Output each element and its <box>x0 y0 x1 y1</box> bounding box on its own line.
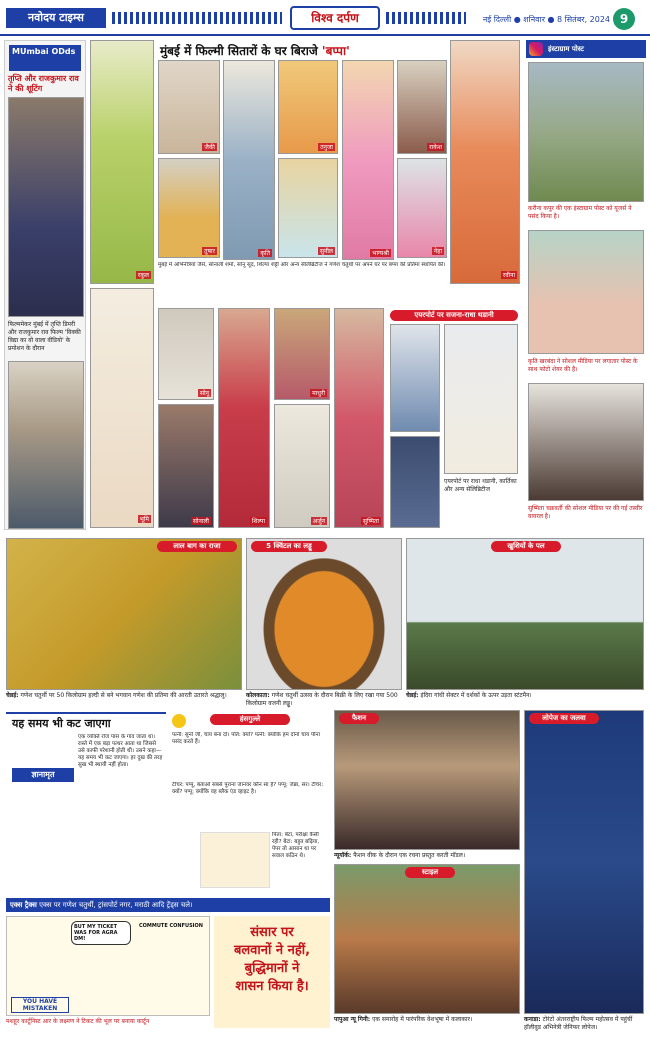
name-tag-sonu: सोनू <box>200 390 209 397</box>
quote-line-1: संसार पर <box>250 925 294 940</box>
header-stripe-left <box>112 12 282 24</box>
photo-kriti <box>223 60 275 260</box>
joy-label: खुशियों के पल <box>491 541 561 552</box>
photo-rajkummar <box>8 361 84 529</box>
mumbai-headline: तृप्ति और राजकुमार राव ने की शूटिंग <box>8 74 79 93</box>
laddu-caption-text: गणेश चतुर्थी उत्सव के दौरान बिक्री के लिए रखा गया 500 किलोग्राम वजनी लड्डू। <box>246 692 398 707</box>
name-tag-neha: नेहा <box>433 248 442 255</box>
joy-caption-text: इंदिरा गांधी सेक्टर में दर्शकों के ऊपर उड़ता स्टंटमैन। <box>420 692 532 699</box>
section-title: विश्व दर्पण <box>290 6 380 30</box>
name-tag-sunil: सुनील <box>319 248 333 255</box>
instagram-icon <box>529 42 543 56</box>
express-text: एक्स पर गणेश चतुर्थी, ट्रांसपोर्ट नगर, मराठी आदि ट्रेंड्स चले। <box>39 901 193 909</box>
photo-jackky <box>158 60 220 154</box>
lopez-caption-lead: कनाडा: <box>524 1016 541 1023</box>
page-header <box>0 0 650 36</box>
joke-2: टीचर: पप्पू, बताओ सबसे पुराना जानवर कौन सा है? पप्पू: जेब्रा, सर। टीचर: क्यों? पप्पू: क्योंकि वह ब्लैक एंड व्हाइट है। <box>172 782 324 795</box>
tribal-label: स्टाइल <box>405 867 455 878</box>
cartoon-stamp: YOU HAVE MISTAKEN <box>11 997 69 1013</box>
photo-madhuri <box>274 308 330 400</box>
mumbai-odds-column <box>4 40 86 530</box>
photo-laddu <box>246 538 402 690</box>
name-tag-tanuja: तनुजा <box>320 144 333 151</box>
column-article <box>6 712 166 894</box>
photo-airport-3 <box>390 436 440 528</box>
humour-section <box>170 712 330 894</box>
fashion-caption-text: फैशन वीक के दौरान एक रचना प्रस्तुत करती मॉडल। <box>353 852 466 859</box>
name-tag-tushar: तुषार <box>204 248 215 255</box>
laddu-caption <box>246 692 402 708</box>
photo-tribal <box>334 864 520 1014</box>
insta-caption-2: कृति खरबंदा ने सोशल मीडिया पर लगातार पोस्ट के साथ फोटो शेयर की है। <box>528 358 638 373</box>
photo-sonali <box>158 404 214 528</box>
photo-tripti <box>8 97 84 317</box>
photo-tanuja <box>278 60 338 154</box>
joke-1: पत्नी: सुनो जी, चाय बना दो। पति: क्यों? पत्नी: क्योंकि हम दोनों चाय पीना पसंद करते हैं। <box>172 732 320 745</box>
joy-caption <box>406 692 644 700</box>
fashion-caption <box>334 852 520 860</box>
photo-shilpa <box>218 308 270 528</box>
photo-ganesh-idol <box>6 538 242 690</box>
bappa-section <box>90 40 520 530</box>
bappa-headline-text: मुंबई में फिल्मी सितारों के घर बिराजे <box>160 44 318 58</box>
ganesh-caption <box>6 692 242 700</box>
page-date: नई दिल्ली ● शनिवार ● 8 सितंबर, 2024 <box>482 15 610 24</box>
name-tag-arjun: अर्जुन <box>312 518 325 525</box>
insta-caption-1: करीना कपूर की एक इंस्टाग्राम पोस्ट को यूजर्स ने पसंद किया है। <box>528 205 632 220</box>
photo-sushmita-c <box>528 383 644 501</box>
mumbai-odds-logo: MUmbai ODds <box>9 45 81 71</box>
lopez-caption <box>524 1016 644 1032</box>
header-stripe-right <box>386 12 466 24</box>
photo-bhagyashree <box>342 60 394 260</box>
instagram-column <box>526 40 646 530</box>
laddu-label: 5 क्विंटल का लड्डू <box>251 541 327 552</box>
name-tag-rakesh: राकेश <box>429 144 442 151</box>
name-tag-bhumi: भूमि <box>139 516 149 523</box>
name-tag-sonali: सोनाली <box>192 518 209 525</box>
photo-neha <box>397 158 447 258</box>
photo-arjun <box>274 404 330 528</box>
cartoon-bubble: BUT MY TICKET WAS FOR AGRA DM! <box>71 921 131 945</box>
photo-stuntman <box>406 538 644 690</box>
humour-label: हंसगुल्ले <box>210 714 290 725</box>
laddu-caption-lead: कोलकाता: <box>246 692 270 699</box>
cartoon-sign: COMMUTE CONFUSION <box>139 923 203 929</box>
name-tag-sushmita: सुष्मिता <box>362 518 379 525</box>
photo-kriti-kharbanda <box>528 230 644 354</box>
name-tag-rakul: रकुल <box>137 272 149 279</box>
photo-rakesh <box>397 60 447 154</box>
tribal-caption <box>334 1016 520 1024</box>
name-tag-jackky: जैकी <box>204 144 215 151</box>
insta-caption-3: सुष्मिता चक्रवर्ती की सोशल मीडिया पर की गई तस्वीर वायरल है। <box>528 505 643 520</box>
masthead: नवोदय टाइम्स <box>6 8 106 28</box>
fashion-label: फैशन <box>339 713 379 724</box>
express-label: एक्स ट्रैक्स <box>10 901 37 909</box>
instagram-header <box>526 40 646 58</box>
photo-kareena <box>528 62 644 202</box>
mumbai-caption: फिल्ममेकर मुंबई में तृप्ति डिमरी और राजकुमार राव फिल्म 'विक्की विद्या का वो वाला वीडियो' के प्रमोशन के दौरान <box>8 321 81 352</box>
name-tag-madhuri: माधुरी <box>312 390 325 397</box>
name-tag-kriti: कृति <box>260 250 270 257</box>
page-number: 9 <box>613 8 635 30</box>
quote-box <box>214 916 330 1028</box>
tribal-caption-text: एक समारोह में पारंपरिक वेशभूषा में कलाकार। <box>372 1016 473 1023</box>
cartoon-panel <box>6 916 210 1016</box>
photo-sonu <box>158 308 214 400</box>
cartoon-caption: मशहूर कार्टूनिस्ट आर के लक्ष्मण ने टिकट की भूल पर बनाया कार्टून <box>6 1018 150 1025</box>
name-tag-shilpa: शिल्पा <box>251 518 265 525</box>
ganesh-caption-lead: चेन्नई: <box>6 692 19 699</box>
express-bar <box>6 898 330 912</box>
quote-line-4: शासन किया है। <box>235 979 309 994</box>
instagram-label: इंस्टाग्राम पोस्ट <box>548 45 584 53</box>
name-tag-bhagyashree: भाग्यश्री <box>372 250 389 257</box>
column-tag: ज्ञानामृत <box>12 768 74 782</box>
humour-cartoon <box>200 832 270 888</box>
photo-lopez <box>524 710 644 1014</box>
photo-airport-1 <box>390 324 440 432</box>
bappa-headline-quote: 'बप्पा' <box>321 44 350 58</box>
photo-sushmita <box>334 308 384 528</box>
bappa-body: मुंबई में अभिनेत्रियों जैसे, सोनाली शर्मा, सोनू सूद, शिल्पा शेट्टी और अन्य सेलिब्रिटीज ने गणेश चतुर्थी पर अपने घर पर बप्पा की प्रतिमा स्थापित की। <box>158 262 446 268</box>
ganesh-caption-text: गणेश चतुर्थी पर 50 किलोग्राम हल्दी से बने भगवान गणेश की प्रतिमा की आरती उतारते श्रद्धालु। <box>20 692 227 699</box>
joy-caption-lead: चेन्नई: <box>406 692 419 699</box>
name-tag-ravina: रवीना <box>502 272 515 279</box>
photo-ravina <box>450 40 520 284</box>
tribal-caption-lead: पापुआ न्यू गिनी: <box>334 1016 371 1023</box>
lopez-caption-text: टोरंटो अंतरराष्ट्रीय फिल्म महोत्सव में पहुंचीं हॉलीवुड अभिनेत्री जेनिफर लोपेज। <box>524 1016 633 1031</box>
photo-bhumi <box>90 288 154 528</box>
smiley-icon <box>172 714 186 728</box>
photo-rakul <box>90 40 154 284</box>
column-headline: यह समय भी कट जाएगा <box>12 717 111 730</box>
quote-line-3: बुद्धिमानों ने <box>244 961 300 976</box>
joke-3: पिता: बेटा, परीक्षा कैसी रही? बेटा: बहुत बढ़िया, पेपर तो आसान था पर सवाल कठिन थे। <box>272 832 320 859</box>
column-body: एक व्यक्ति रोज पास के गांव जाता था। रास्ते में एक बड़ा पत्थर आता था जिससे उसे काफी परेशानी होती थी। उसने कहा—यह समय भी कट जाएगा। हर दुख की तरह सुख भी स्थायी नहीं होता। <box>78 734 163 768</box>
fashion-caption-lead: न्यूयॉर्क: <box>334 852 352 859</box>
ganesh-label: लाल बाग का राजा <box>157 541 237 552</box>
airport-caption: एयरपोर्ट पर राधा थडानी, कार्तिका और अन्य सेलिब्रिटीज <box>444 478 517 493</box>
airport-label: एयरपोर्ट पर सजना-राधा थडानी <box>390 310 518 321</box>
photo-tushar <box>158 158 220 258</box>
photo-airport-2 <box>444 324 518 474</box>
photo-sunil <box>278 158 338 258</box>
photo-fashion <box>334 710 520 850</box>
quote-line-2: बलवानों ने नहीं, <box>233 943 311 958</box>
lopez-label: लोपेज का जलवा <box>529 713 599 724</box>
